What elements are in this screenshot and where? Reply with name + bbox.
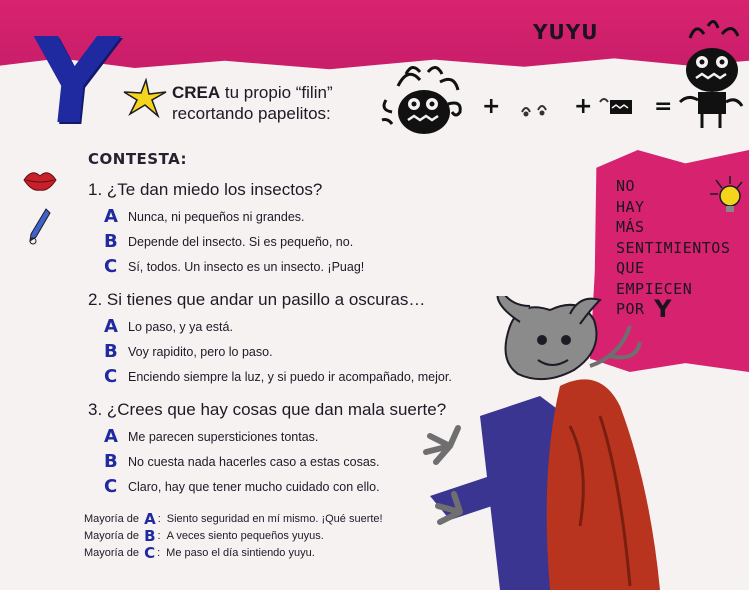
answer-3b (104, 451, 380, 472)
result-prefix: Mayoría de (84, 513, 140, 525)
result-text: A veces siento pequeños yuyus. (166, 530, 324, 542)
answer-letter: B (104, 341, 118, 362)
answer-1b (104, 231, 353, 252)
answer-1c (104, 256, 364, 277)
result-letter: B (144, 527, 156, 545)
intro-line2: recortando papelitos: (172, 104, 331, 123)
question-3: 3. ¿Crees que hay cosas que dan mala suerte? (88, 400, 447, 419)
side-line: NO (616, 177, 636, 195)
answer-letter: A (104, 426, 118, 447)
big-letter-y: Y (22, 12, 123, 150)
answer-text: Me parecen supersticiones tontas. (128, 429, 319, 444)
answer-2c (104, 366, 452, 387)
answer-text: Nunca, ni pequeños ni grandes. (128, 209, 305, 224)
answer-text: Depende del insecto. Si es pequeño, no. (128, 234, 354, 249)
side-line: EMPIECEN (616, 279, 693, 298)
answer-text: Enciendo siempre la luz, y si puedo ir acompañado, mejor. (128, 369, 452, 384)
answer-letter: C (104, 476, 118, 497)
answer-letter: C (104, 256, 118, 277)
question-2: 2. Si tienes que andar un pasillo a oscuras… (88, 290, 426, 309)
answer-1a (104, 206, 305, 227)
pen-icon (28, 207, 54, 247)
page-title: YUYU (533, 20, 599, 44)
result-prefix: Mayoría de (84, 530, 140, 542)
answer-text: Claro, hay que tener mucho cuidado con ello. (128, 479, 380, 494)
result-letter: A (144, 510, 156, 528)
side-line: SENTIMIENTOS (616, 238, 731, 257)
plus-sign: + (482, 94, 501, 119)
answer-text: Sí, todos. Un insecto es un insecto. ¡Puag! (128, 259, 365, 274)
answer-3c (104, 476, 380, 497)
answer-text: No cuesta nada hacerles caso a estas cosas. (128, 454, 380, 469)
answer-2a (104, 316, 233, 337)
star-icon (122, 78, 168, 118)
result-letter: C (144, 544, 156, 562)
result-b: Mayoría de B : A veces siento pequeños yuyus. (84, 527, 324, 545)
mouth-piece-icon (596, 94, 636, 120)
answer-letter: B (104, 231, 118, 252)
answer-text: Lo paso, y ya está. (128, 319, 233, 334)
monster-illustration (420, 296, 749, 590)
eyes-piece-icon (518, 100, 554, 120)
side-line: QUE (616, 259, 645, 277)
side-letter-y: Y (654, 295, 673, 323)
plus-sign: + (574, 94, 593, 119)
intro-line1: tu propio “filin” (220, 83, 333, 102)
intro-crea: CREA (172, 83, 221, 102)
equals-sign: = (654, 94, 673, 119)
answer-text: Voy rapidito, pero lo paso. (128, 344, 273, 359)
formula (378, 52, 748, 142)
intro-text (172, 82, 333, 124)
question-1: 1. ¿Te dan miedo los insectos? (88, 180, 323, 199)
result-text: Siento seguridad en mí mismo. ¡Qué suerte! (166, 513, 383, 525)
answer-letter: B (104, 451, 118, 472)
answer-letter: C (104, 366, 118, 387)
lips-icon (22, 168, 58, 192)
result-a: Mayoría de A : Siento seguridad en mí mismo. ¡Qué suerte! (84, 510, 383, 528)
result-text: Me paso el día sintiendo yuyu. (166, 547, 315, 559)
answer-3a (104, 426, 318, 447)
result-c: Mayoría de C : Me paso el día sintiendo yuyu. (84, 544, 315, 562)
lightbulb-icon (706, 174, 746, 218)
contesta-heading: CONTESTA: (88, 150, 188, 168)
monster-result-icon (674, 16, 746, 136)
result-prefix: Mayoría de (84, 547, 140, 559)
answer-letter: A (104, 206, 118, 227)
side-line: MÁS (616, 218, 645, 236)
answer-2b (104, 341, 273, 362)
bomb-face-icon (378, 60, 468, 140)
side-line: HAY (616, 197, 645, 216)
answer-letter: A (104, 316, 118, 337)
side-line-por: POR (616, 300, 645, 318)
